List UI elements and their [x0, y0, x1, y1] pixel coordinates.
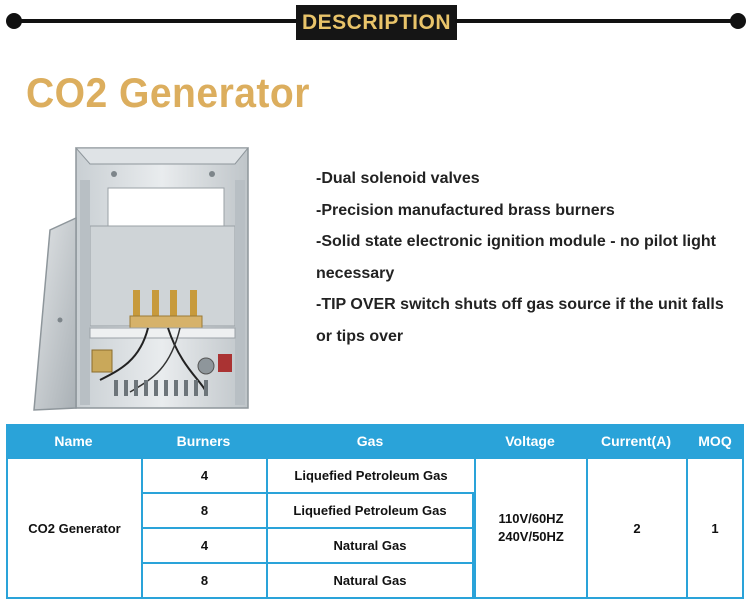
- header-gas: Gas: [266, 424, 474, 457]
- header-burners: Burners: [141, 424, 266, 457]
- header-voltage: Voltage: [474, 424, 586, 457]
- feature-item: -Precision manufactured brass burners: [316, 201, 615, 219]
- cell-voltage: [474, 457, 586, 599]
- cell-burners: 4: [141, 527, 266, 562]
- header-line-left: [14, 19, 300, 23]
- product-image: [30, 140, 270, 415]
- description-badge: DESCRIPTION: [296, 5, 457, 40]
- header-line-right: [455, 19, 739, 23]
- cell-burners: 4: [141, 457, 266, 492]
- cell-gas: Liquefied Petroleum Gas: [266, 457, 474, 492]
- feature-item: -Dual solenoid valves: [316, 170, 480, 187]
- feature-item: -Solid state electronic ignition module - no pilot light: [316, 233, 716, 250]
- header-moq: MOQ: [686, 424, 744, 457]
- cell-burners: 8: [141, 562, 266, 599]
- spec-table: [6, 424, 744, 599]
- voltage-line-1: 110V/60HZ: [498, 511, 564, 526]
- cell-gas: Natural Gas: [266, 527, 474, 562]
- header-dot-right: [730, 13, 746, 29]
- cell-burners: 8: [141, 492, 266, 527]
- table-row: [6, 457, 744, 492]
- cell-current: 2: [586, 457, 686, 599]
- feature-item: necessary: [316, 264, 395, 282]
- cell-gas: Natural Gas: [266, 562, 474, 599]
- product-title: CO2 Generator: [26, 69, 310, 116]
- voltage-line-2: 240V/50HZ: [498, 529, 564, 544]
- feature-item: or tips over: [316, 327, 404, 345]
- cell-moq: 1: [686, 457, 744, 599]
- header-name: Name: [6, 424, 141, 457]
- table-header-row: [6, 424, 744, 457]
- feature-list: [316, 163, 726, 352]
- cell-gas: Liquefied Petroleum Gas: [266, 492, 474, 527]
- cell-name: CO2 Generator: [6, 457, 141, 599]
- feature-item: -TIP OVER switch shuts off gas source if the unit falls: [316, 296, 724, 313]
- header-current: Current(A): [586, 424, 686, 457]
